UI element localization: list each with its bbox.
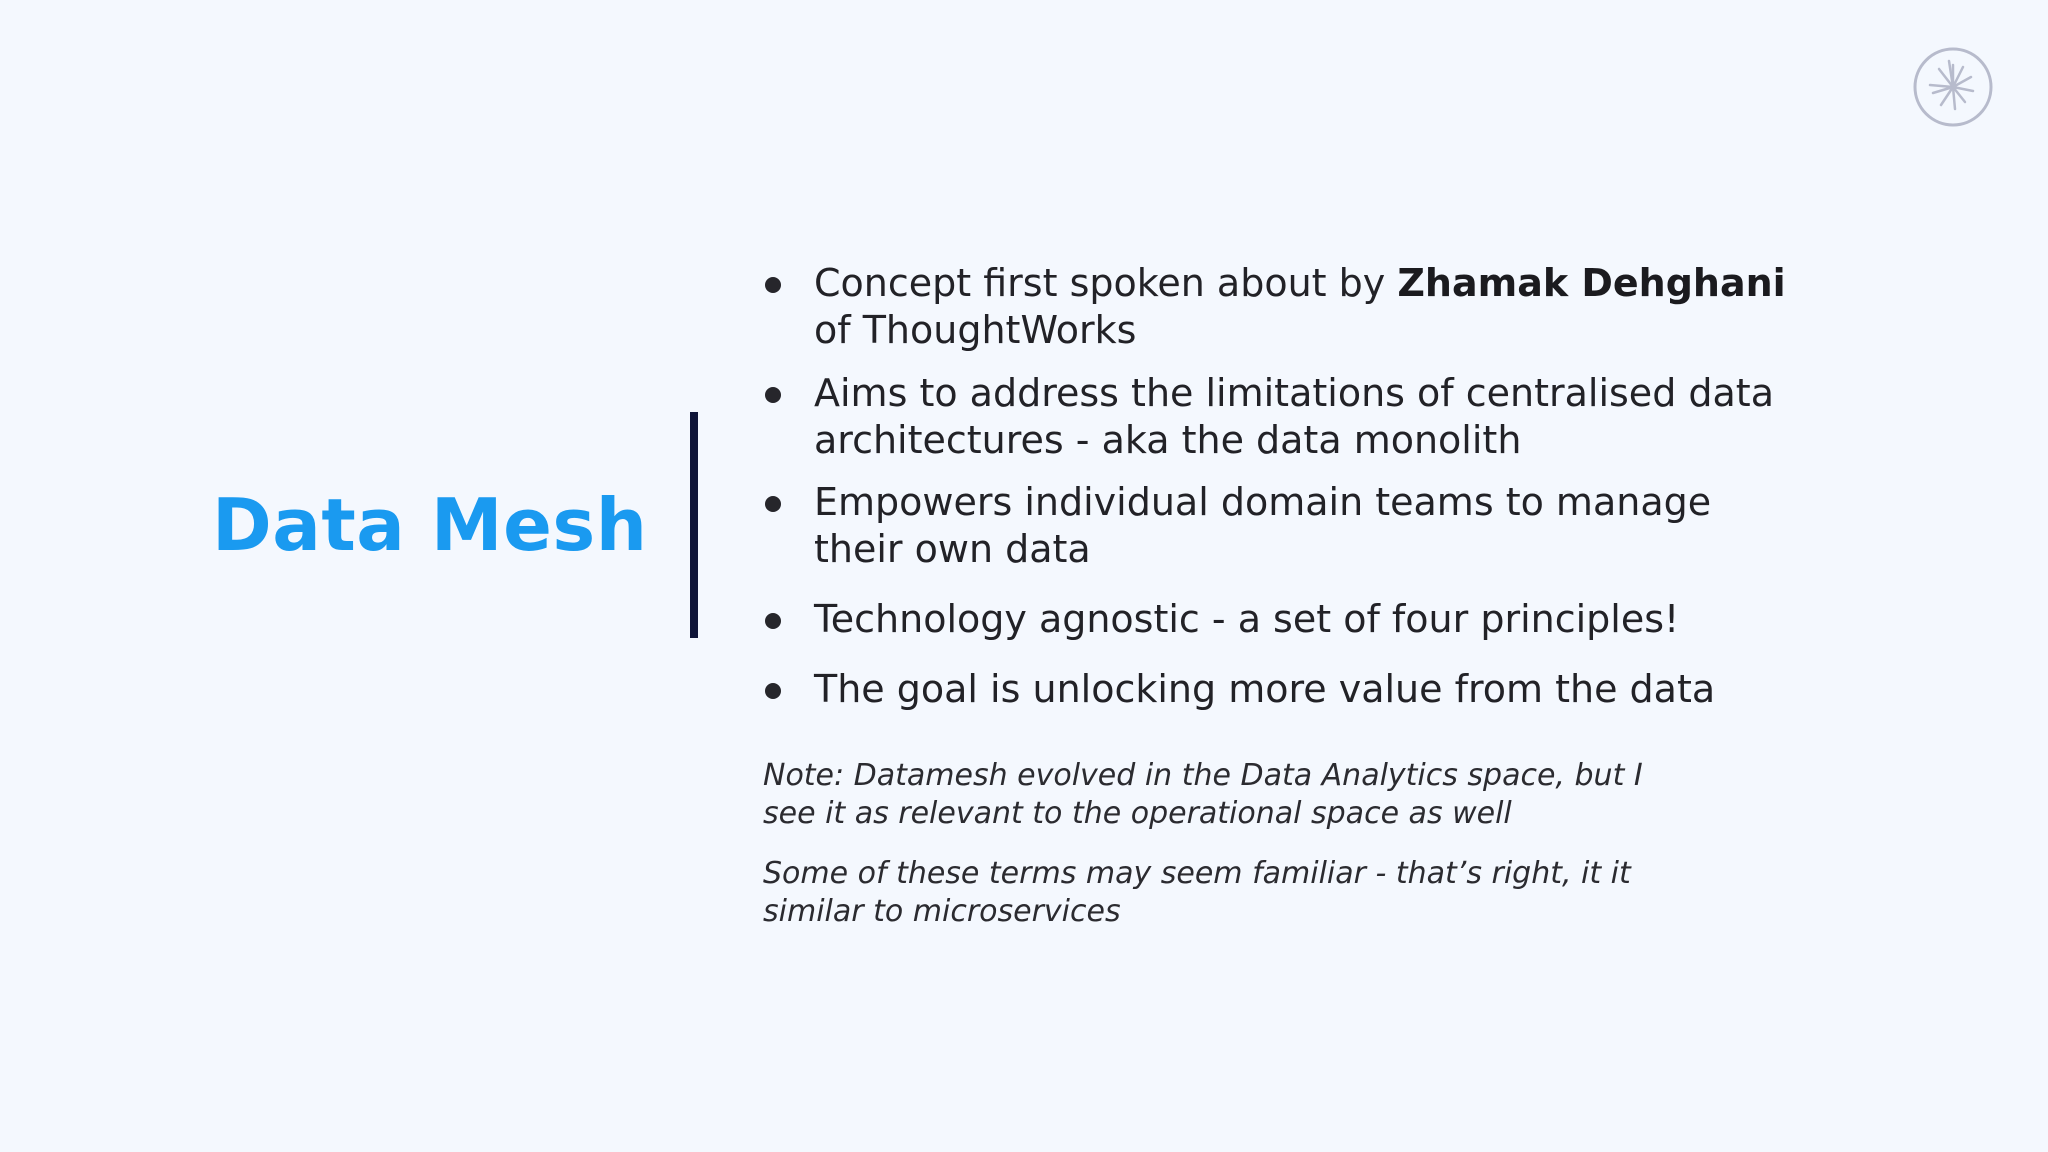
bullet-text: Technology agnostic - a set of four principles! (814, 597, 1680, 641)
bullet-line: Aims to address the limitations of centralised data (814, 371, 1774, 415)
bullet-text: The goal is unlocking more value from the data (814, 667, 1716, 711)
note-line: see it as relevant to the operational space as well (763, 796, 1512, 831)
bullet-item-concept (765, 260, 1915, 354)
note-line: Note: Datamesh evolved in the Data Analytics space, but I (763, 758, 1643, 793)
bullet-text (814, 479, 1915, 573)
bullet-dot-icon (765, 683, 781, 699)
bullet-line: Empowers individual domain teams to manage (814, 480, 1712, 524)
bullet-dot-icon (765, 387, 781, 403)
vertical-divider (690, 412, 698, 638)
note-line: similar to microservices (763, 894, 1121, 929)
bullet-line: architectures - aka the data monolith (814, 418, 1522, 462)
bullet-item-empowers (765, 479, 1915, 573)
bullet-dot-icon (765, 496, 781, 512)
bullet-line: their own data (814, 527, 1091, 571)
notes-section (763, 757, 1743, 931)
note-microservices (763, 855, 1743, 931)
bullet-line: Concept first spoken about by Zhamak Dehghani (814, 261, 1786, 305)
note-line: Some of these terms may seem familiar - that’s right, it it (763, 856, 1631, 891)
bullet-dot-icon (765, 277, 781, 293)
bullet-item-aims (765, 370, 1915, 464)
bullet-item-technology (765, 596, 1915, 643)
note-datamesh (763, 757, 1743, 833)
bullet-text (814, 370, 1915, 464)
bullet-dot-icon (765, 613, 781, 629)
slide-title: Data Mesh (212, 483, 648, 567)
starburst-circle-logo-icon (1913, 47, 1993, 127)
bullet-line: of ThoughtWorks (814, 308, 1137, 352)
author-name: Zhamak Dehghani (1397, 261, 1786, 305)
bullet-text (814, 260, 1915, 354)
bullet-item-goal (765, 666, 1915, 713)
